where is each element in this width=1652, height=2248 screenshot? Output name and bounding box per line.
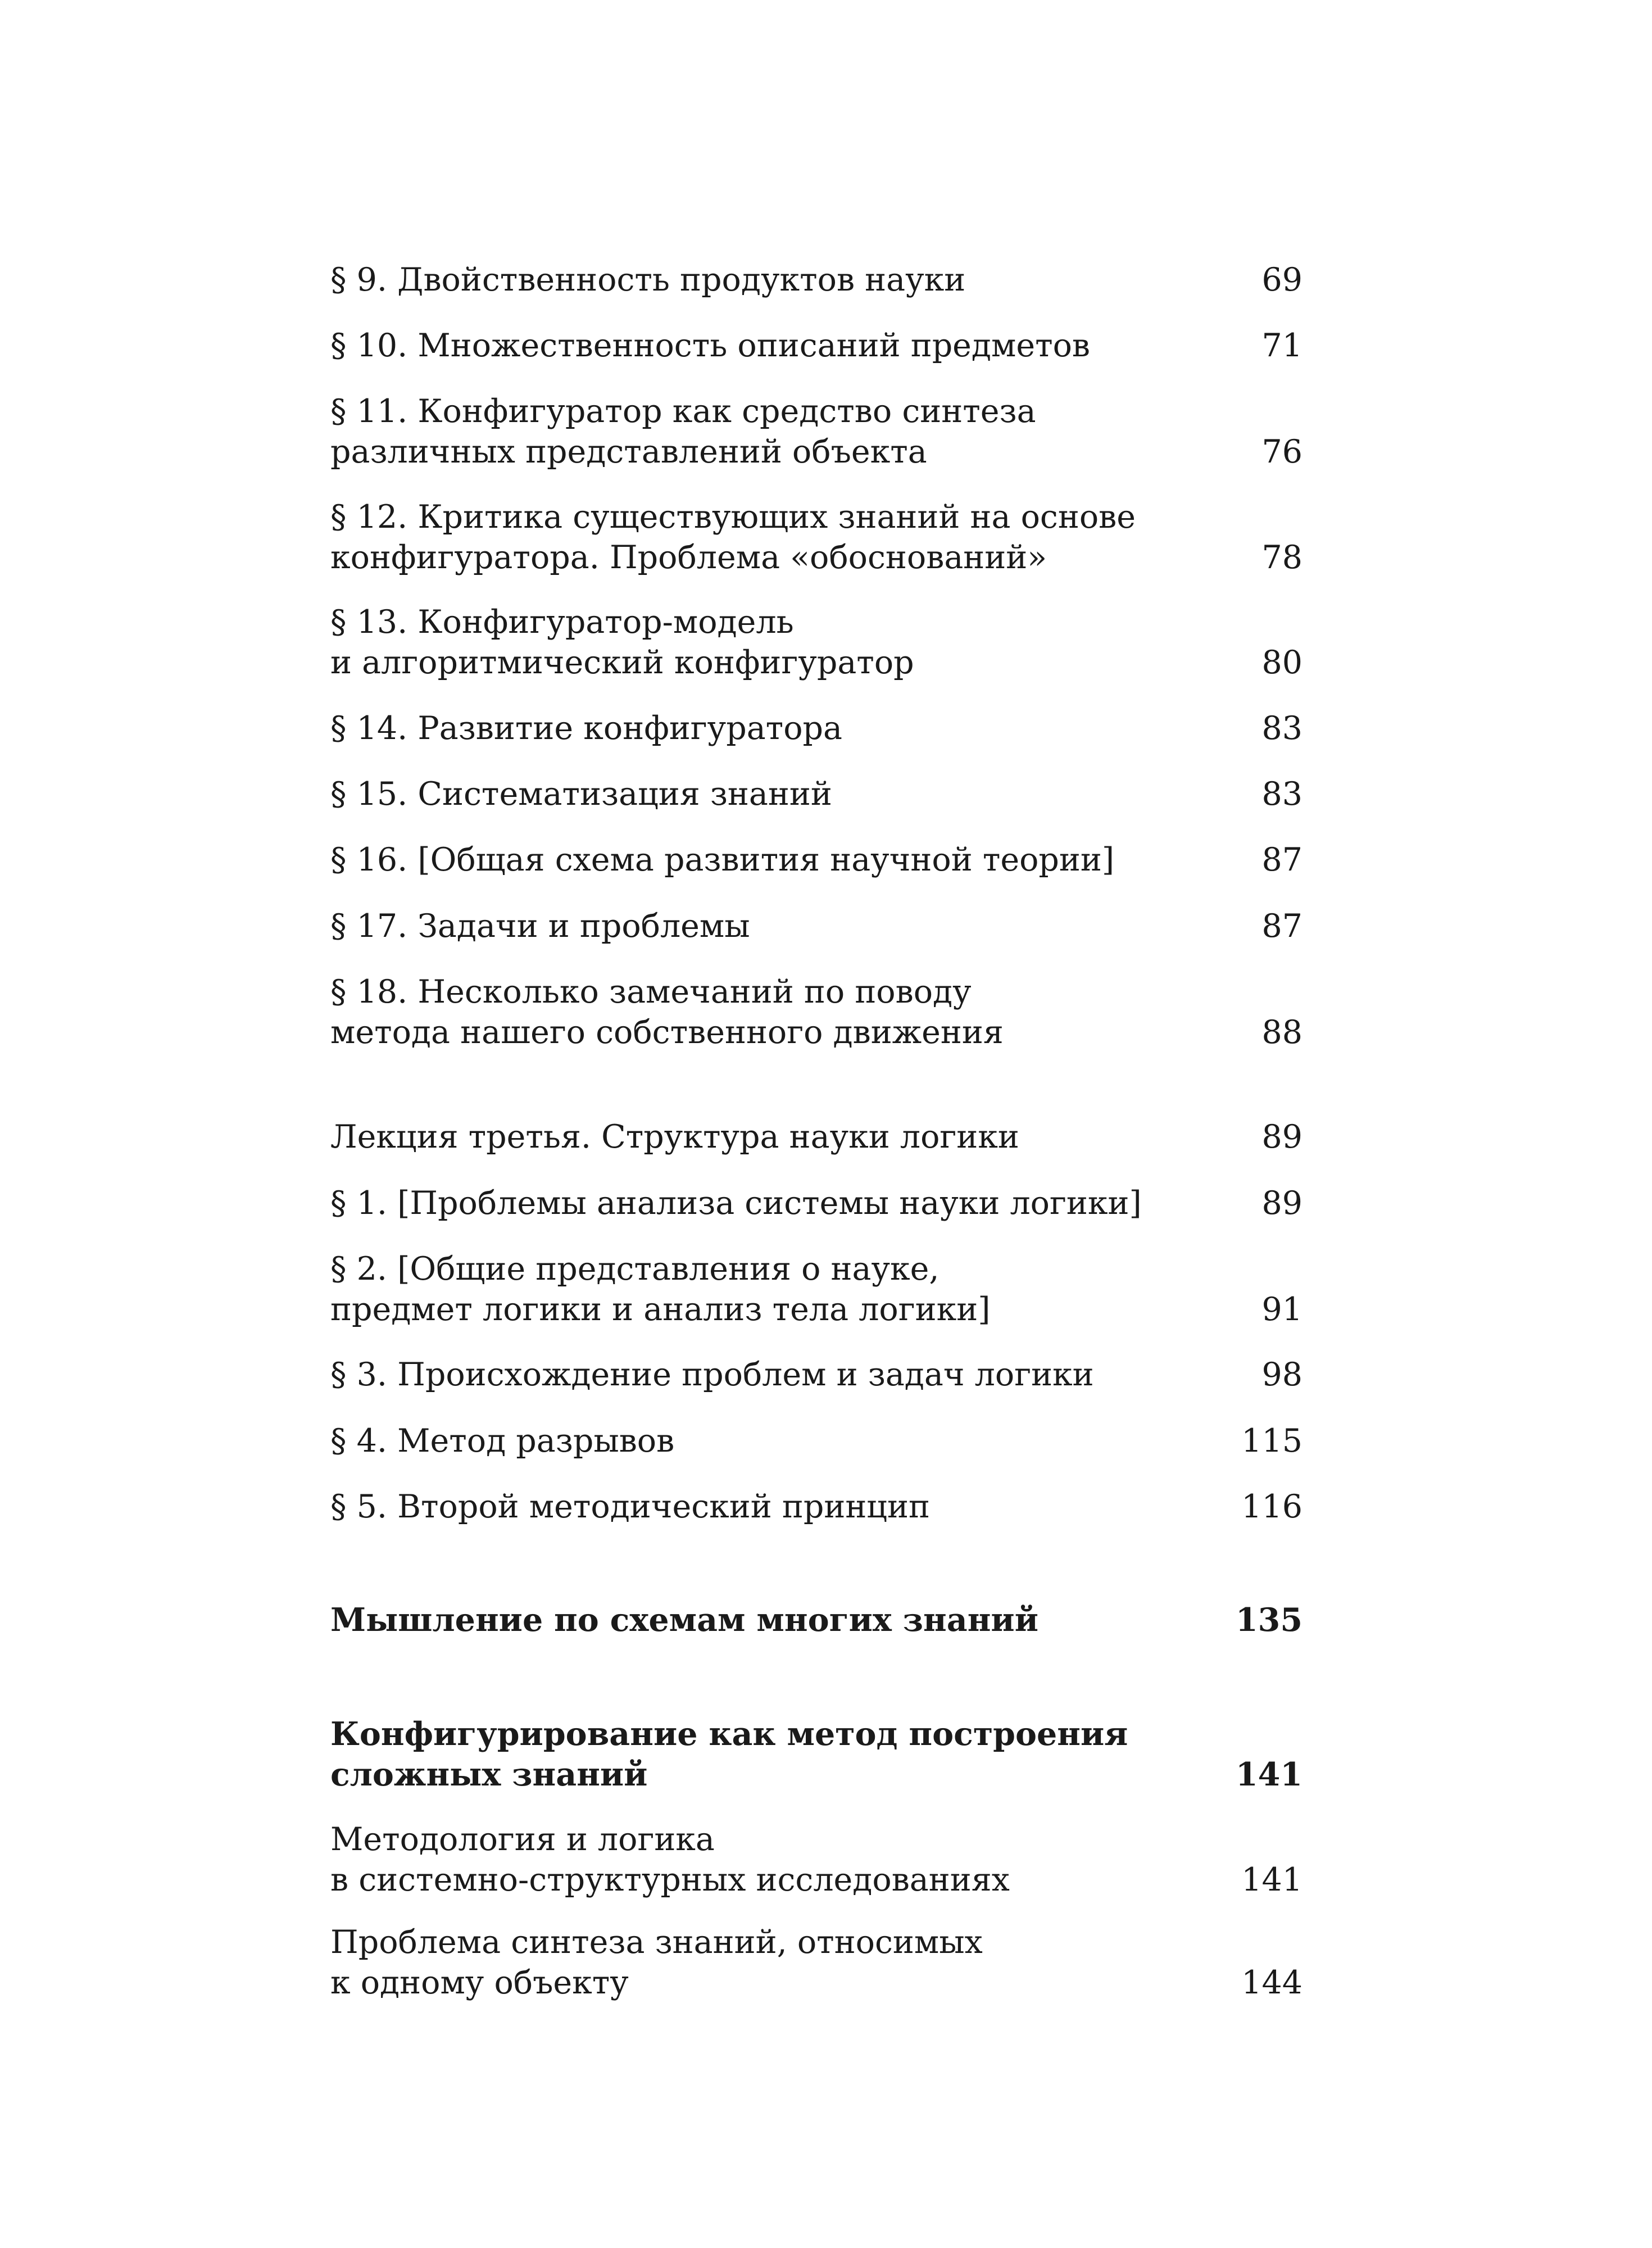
toc-entry-title: § 1. [Проблемы анализа системы науки логики] — [330, 1185, 1142, 1222]
toc-entry-page-number: 115 — [1241, 1422, 1302, 1460]
toc-entry-title: § 4. Метод разрывов — [330, 1422, 675, 1460]
toc-entry-title: предмет логики и анализ тела логики] — [330, 1291, 991, 1328]
toc-entry — [330, 906, 1302, 946]
toc-entry-page-number: 87 — [1261, 908, 1302, 945]
toc-entry-page-number: 83 — [1261, 710, 1302, 747]
toc-entry — [330, 1600, 1302, 1640]
toc-entry-page-number: 80 — [1261, 644, 1302, 681]
toc-entry-page-number: 89 — [1261, 1185, 1302, 1222]
toc-entry-title: § 5. Второй методический принцип — [330, 1488, 930, 1525]
toc-entry — [330, 1922, 1302, 2003]
toc-entry-page-number: 88 — [1261, 1014, 1302, 1051]
toc-entry-page-number: 98 — [1261, 1356, 1302, 1393]
toc-entry-title: § 11. Конфигуратор как средство синтеза — [330, 393, 1036, 430]
toc-entry-title: Методология и логика — [330, 1821, 715, 1858]
toc-entry-page-number: 83 — [1261, 776, 1302, 813]
toc-entry — [330, 325, 1302, 366]
toc-entry-title: и алгоритмический конфигуратор — [330, 644, 914, 681]
toc-entry-page-number: 116 — [1241, 1488, 1302, 1525]
toc-entry-page-number: 76 — [1261, 433, 1302, 470]
toc-entry — [330, 708, 1302, 749]
toc-entry-title: к одному объекту — [330, 1964, 629, 2001]
toc-entry — [330, 840, 1302, 880]
toc-entry-page-number: 87 — [1261, 841, 1302, 878]
toc-entry-title: различных представлений объекта — [330, 433, 927, 470]
toc-entry — [330, 391, 1302, 472]
toc-entry-title: Конфигурирование как метод построения — [330, 1715, 1128, 1753]
toc-entry — [330, 1249, 1302, 1330]
toc-entry-title: § 9. Двойственность продуктов науки — [330, 261, 966, 298]
toc-entry — [330, 774, 1302, 814]
toc-entry-title: § 16. [Общая схема развития научной теории] — [330, 841, 1115, 878]
toc-entry — [330, 497, 1302, 578]
toc-entry — [330, 1486, 1302, 1527]
toc-entry-title: Проблема синтеза знаний, относимых — [330, 1924, 983, 1961]
toc-entry-title: § 18. Несколько замечаний по поводу — [330, 973, 972, 1010]
toc-entry — [330, 1183, 1302, 1223]
toc-entry-title: § 13. Конфигуратор-модель — [330, 604, 794, 641]
toc-entry — [330, 1421, 1302, 1461]
toc-entry-page-number: 144 — [1241, 1964, 1302, 2001]
toc-entry — [330, 1819, 1302, 1900]
toc-entry-title: § 14. Развитие конфигуратора — [330, 710, 842, 747]
toc-entry-page-number: 135 — [1236, 1601, 1302, 1639]
toc-entry — [330, 602, 1302, 683]
toc-entry-title: Лекция третья. Структура науки логики — [330, 1118, 1019, 1155]
toc-entry-title: § 17. Задачи и проблемы — [330, 908, 750, 945]
toc-entry-page-number: 71 — [1261, 327, 1302, 364]
toc-entry-title: метода нашего собственного движения — [330, 1014, 1004, 1051]
toc-entry-title: § 15. Систематизация знаний — [330, 776, 832, 813]
toc-entry-title: § 10. Множественность описаний предметов — [330, 327, 1091, 364]
toc-entry — [330, 1354, 1302, 1395]
toc-entry-title: § 12. Критика существующих знаний на основе — [330, 498, 1136, 536]
toc-entry-page-number: 141 — [1241, 1861, 1302, 1898]
toc-entry — [330, 1714, 1302, 1795]
toc-entry-page-number: 91 — [1261, 1291, 1302, 1328]
toc-entry-page-number: 89 — [1261, 1118, 1302, 1155]
toc-entry-page-number: 69 — [1261, 261, 1302, 298]
toc-entry-title: § 2. [Общие представления о науке, — [330, 1250, 940, 1288]
toc-entry — [330, 972, 1302, 1053]
toc-entry-title: Мышление по схемам многих знаний — [330, 1601, 1038, 1639]
toc-entry-title: сложных знаний — [330, 1756, 648, 1793]
toc-entry-title: конфигуратора. Проблема «обоснований» — [330, 539, 1047, 576]
toc-entry-page-number: 141 — [1236, 1756, 1302, 1793]
toc-entry-title: § 3. Происхождение проблем и задач логики — [330, 1356, 1094, 1393]
toc-entry-title: в системно-структурных исследованиях — [330, 1861, 1010, 1898]
toc-entry-page-number: 78 — [1261, 539, 1302, 576]
toc-entry — [330, 1117, 1302, 1157]
toc-entry — [330, 260, 1302, 300]
